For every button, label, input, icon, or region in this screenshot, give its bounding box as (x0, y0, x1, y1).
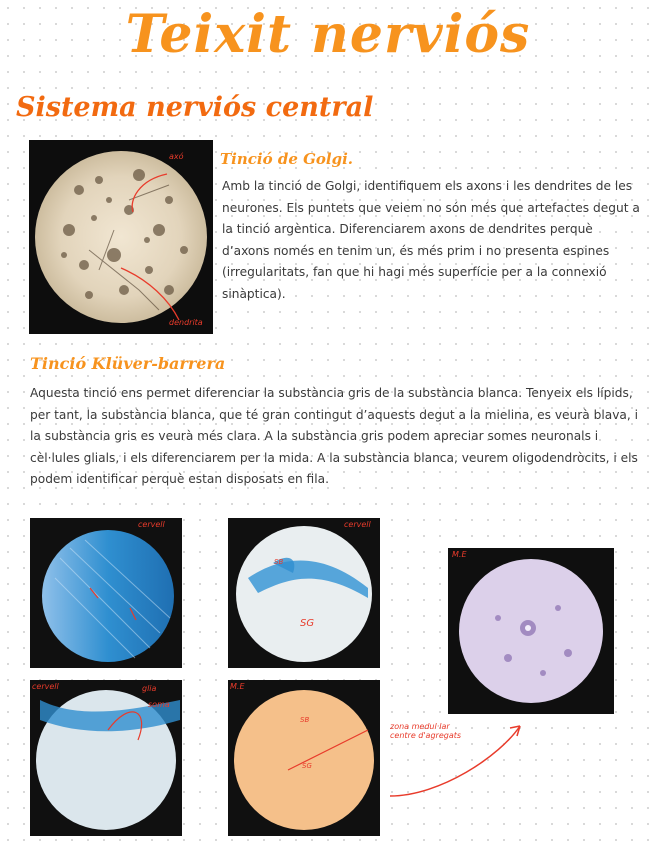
axon-label: axó (169, 152, 184, 161)
page-title: Teixit nerviós (125, 4, 531, 65)
golgi-heading: Tinció de Golgi. (220, 150, 354, 168)
kluver-heading: Tinció Klüver-barrera (30, 354, 226, 373)
image-tag: M.E (452, 550, 467, 559)
image-tag: cervell (32, 682, 59, 691)
sg-label: SG (302, 762, 312, 770)
kluver-micrograph-5 (228, 680, 380, 836)
kluver-micrograph-4 (30, 680, 182, 836)
section-title: Sistema nerviós central (16, 92, 374, 123)
dendrite-label: dendrita (169, 318, 203, 327)
golgi-micrograph (29, 140, 213, 334)
sg-label: SG (300, 618, 315, 629)
soma-label: soma (148, 700, 170, 709)
image-tag: cervell (138, 520, 165, 529)
image-tag: cervell (344, 520, 371, 529)
glia-label: glia (142, 684, 157, 693)
image-tag: M.E (230, 682, 245, 691)
sb-label: SB (300, 716, 310, 724)
kluver-micrograph-1 (30, 518, 182, 668)
annotation-text: zona medul·lar centre d'agregats (390, 722, 462, 740)
arrow-icon (380, 716, 540, 806)
sb-label: SB (274, 558, 284, 566)
kluver-micrograph-3 (448, 548, 614, 714)
kluver-micrograph-2 (228, 518, 380, 668)
golgi-paragraph: Amb la tinció de Golgi, identifiquem els axons i les dendrites de les neurones. Els puntets que veiem no són més que artefactes degut a la tinció argèntica. Diferenciarem axons de dendrites perquè d’axons només en tenim un, és més prim i no presenta espines (irregularitats, fan que hi hagi més superfície per a la connexió sinàptica). (222, 179, 640, 301)
kluver-paragraph: Aquesta tinció ens permet diferenciar la substància gris de la substància blanca. Tenyeix els lípids, per tant, la substància blanca, que té gran contingut d’aquests degut a la mielina, es veurà blava, i la substància gris es veurà més clara. A la substància gris podem apreciar somes neuronals i cèl·lules glials, i els diferenciarem per la mida. A la substància blanca, veurem oligodendròcits, i els podem identificar perquè estan disposats en fila. (30, 386, 639, 486)
